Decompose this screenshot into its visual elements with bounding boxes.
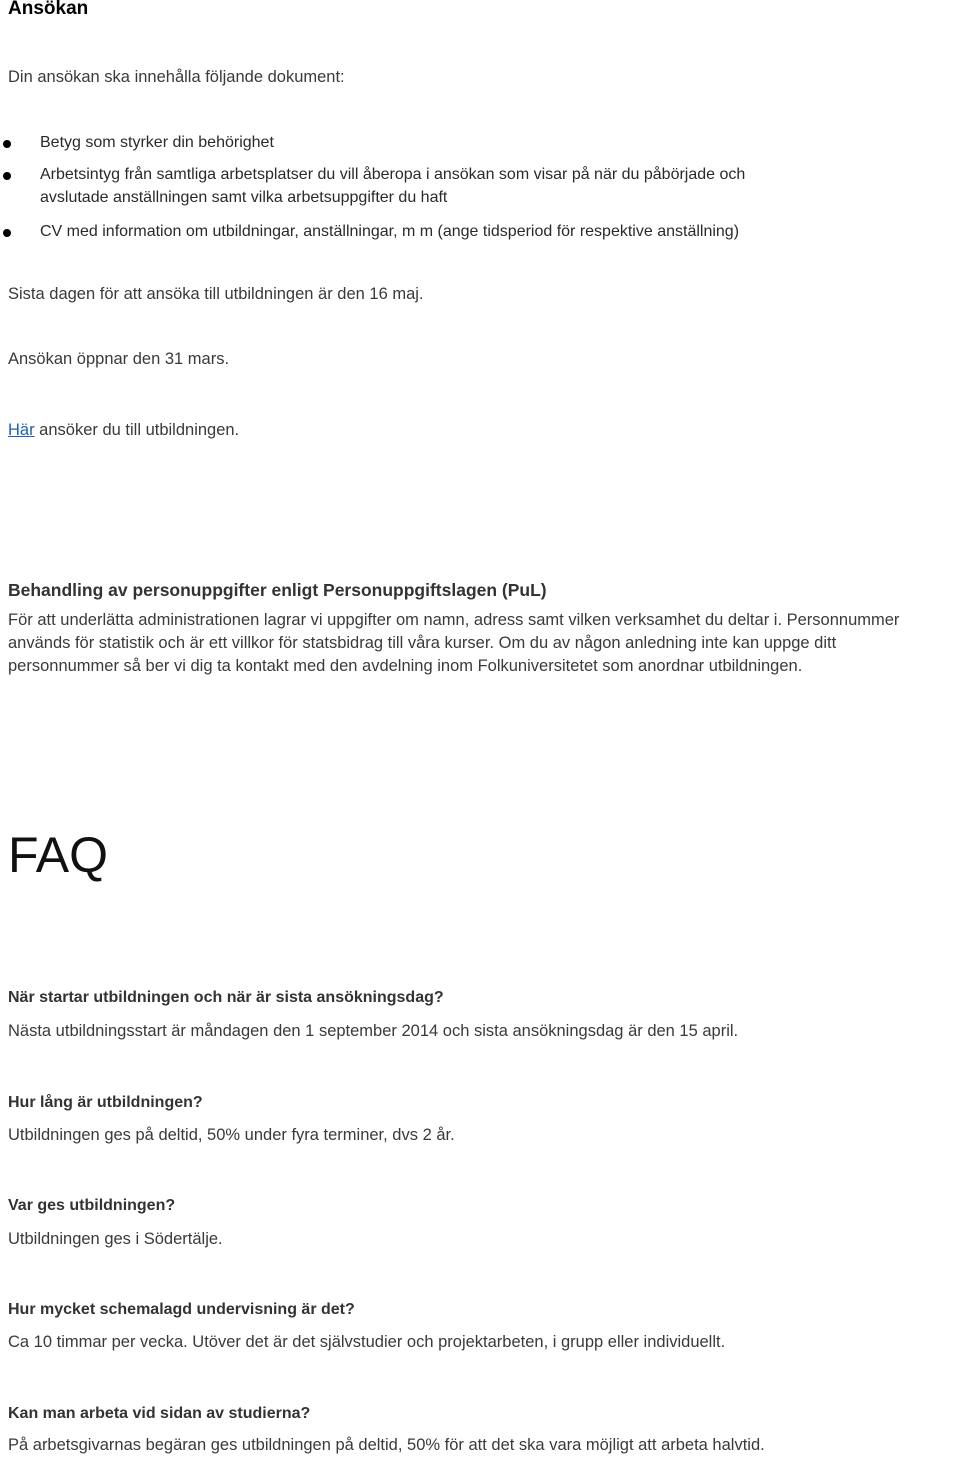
list-item-text-continued: avslutade anställningen samt vilka arbetsuppgifter du haft [40, 189, 448, 206]
pul-heading: Behandling av personuppgifter enligt Personuppgiftslagen (PuL) [8, 580, 547, 600]
apply-link[interactable]: Här [8, 421, 35, 439]
faq-question: Var ges utbildningen? [8, 1197, 176, 1214]
faq-answer: På arbetsgivarnas begäran ges utbildningen på deltid, 50% för att det ska vara möjligt att arbeta halvtid. [8, 1436, 765, 1454]
faq-answer: Utbildningen ges på deltid, 50% under fyra terminer, dvs 2 år. [8, 1126, 455, 1144]
apply-rest-text: ansöker du till utbildningen. [34, 421, 240, 439]
faq-question: Kan man arbeta vid sidan av studierna? [8, 1405, 311, 1422]
faq-title: FAQ [8, 827, 109, 883]
faq-question: Hur lång är utbildningen? [8, 1094, 203, 1111]
bullet-icon [3, 172, 11, 180]
faq-answer: Nästa utbildningsstart är måndagen den 1 september 2014 och sista ansökningsdag är den 15 april. [8, 1022, 739, 1040]
opens-text: Ansökan öppnar den 31 mars. [8, 350, 230, 368]
bullet-icon [3, 229, 11, 237]
application-intro: Din ansökan ska innehålla följande dokument: [8, 68, 345, 86]
pul-line: används för statistik och är ett villkor för statsbidrag till våra kurser. Om du av någon anledning inte kan uppge ditt [8, 634, 837, 652]
bullet-icon [3, 140, 11, 148]
pul-line: personnummer så ber vi dig ta kontakt med den avdelning inom Folkuniversitetet som anordnar utbildningen. [8, 657, 803, 675]
list-item-text: CV med information om utbildningar, anställningar, m m (ange tidsperiod för respektive anställning) [40, 223, 740, 240]
faq-answer: Utbildningen ges i Södertälje. [8, 1230, 223, 1248]
apply-paragraph [8, 421, 239, 440]
deadline-text: Sista dagen för att ansöka till utbildningen är den 16 maj. [8, 285, 424, 303]
list-item-text: Arbetsintyg från samtliga arbetsplatser du vill åberopa i ansökan som visar på när du påbörjade och [40, 166, 746, 183]
pul-line: För att underlätta administrationen lagrar vi uppgifter om namn, adress samt vilken verksamhet du deltar i. Personnummer [8, 611, 900, 629]
page-title: Ansökan [8, 0, 89, 19]
faq-question: När startar utbildningen och när är sista ansökningsdag? [8, 989, 444, 1006]
list-item-text: Betyg som styrker din behörighet [40, 134, 274, 151]
faq-question: Hur mycket schemalagd undervisning är det? [8, 1301, 355, 1318]
faq-answer: Ca 10 timmar per vecka. Utöver det är det självstudier och projektarbeten, i grupp eller individuellt. [8, 1333, 726, 1351]
